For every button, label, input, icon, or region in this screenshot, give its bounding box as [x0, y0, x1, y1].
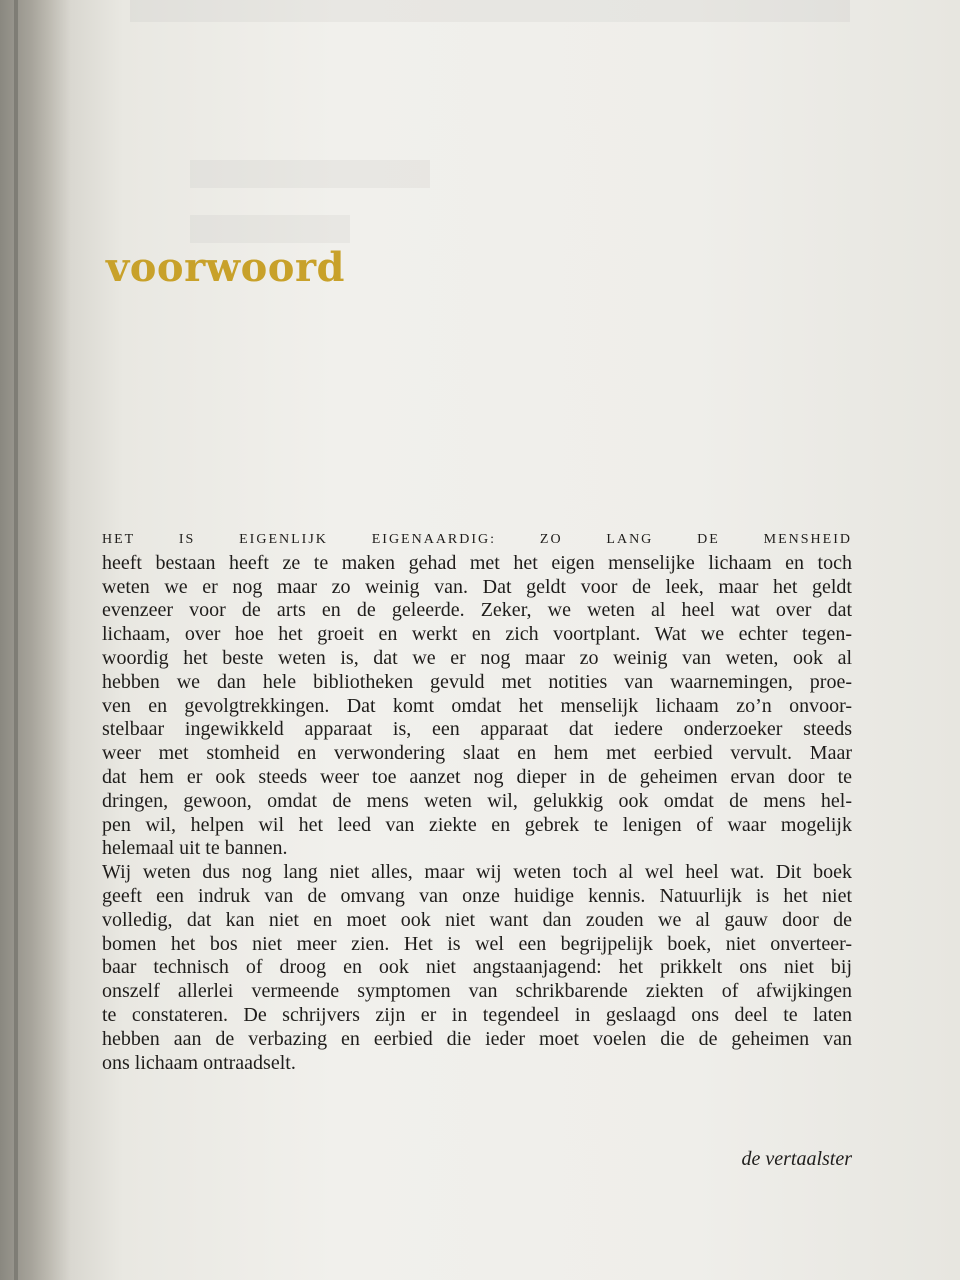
translator-signature: de vertaalster [741, 1148, 852, 1170]
book-spine-shadow [0, 0, 70, 1280]
chapter-title: voorwoord [106, 244, 346, 291]
text-line: te constateren. De schrijvers zijn er in tegendeel in geslaagd ons deel te laten [102, 1003, 852, 1026]
text-line: geeft een indruk van de omvang van onze huidige kennis. Natuurlijk is het niet [102, 884, 852, 907]
text-line: ven en gevolgtrekkingen. Dat komt omdat het menselijk lichaam zo’n onvoor- [102, 694, 852, 717]
text-line: baar technisch of droog en ook niet angstaanjagend: het prikkelt ons niet bij [102, 956, 852, 979]
text-line: evenzeer voor de arts en de geleerde. Zeker, we weten al heel wat over dat [102, 599, 852, 622]
paragraph-1 [102, 528, 852, 861]
text-line: heeft bestaan heeft ze te maken gehad met het eigen menselijke lichaam en toch [102, 551, 852, 574]
text-line: ons lichaam ontraadselt. [102, 1051, 296, 1074]
show-through-text [130, 0, 910, 270]
text-line: woordig het beste weten is, dat we er nog maar zo weinig van weten, ook al [102, 646, 852, 669]
spine-edge-line [14, 0, 18, 1280]
text-line-opening-smallcaps: HET IS EIGENLIJK EIGENAARDIG: ZO LANG DE MENSHEID [102, 532, 852, 547]
text-line: weten we er nog maar zo weinig van. Dat geldt voor de leek, maar het geldt [102, 575, 852, 598]
text-line: dringen, gewoon, omdat de mens weten wil, gelukkig ook omdat de mens hel- [102, 789, 852, 812]
paragraph-2 [102, 861, 852, 1075]
text-line: volledig, dat kan niet en moet ook niet want dan zouden we al gauw door de [102, 908, 852, 931]
text-line: dat hem er ook steeds weer toe aanzet nog dieper in de geheimen ervan door te [102, 765, 852, 788]
text-line: bomen het bos niet meer zien. Het is wel een begrijpelijk boek, niet onverteer- [102, 932, 852, 955]
text-line: onszelf allerlei vermeende symptomen van schrikbarende ziekten of afwijkingen [102, 980, 852, 1003]
text-line: stelbaar ingewikkeld apparaat is, een apparaat dat iedere onderzoeker steeds [102, 718, 852, 741]
text-line: hebben aan de verbazing en eerbied die ieder moet voelen die de geheimen van [102, 1027, 852, 1050]
foreword-body [102, 528, 852, 1075]
text-line: pen wil, helpen wil het leed van ziekte en gebrek te lenigen of waar mogelijk [102, 813, 852, 836]
text-line: hebben we dan hele bibliotheken gevuld met notities van waarnemingen, proe- [102, 670, 852, 693]
text-line: weer met stomheid en verwondering slaat en hem met eerbied vervult. Maar [102, 742, 852, 765]
text-line: helemaal uit te bannen. [102, 837, 288, 860]
text-line: Wij weten dus nog lang niet alles, maar wij weten toch al wel heel wat. Dit boek [102, 861, 852, 884]
text-line: lichaam, over hoe het groeit en werkt en zich voortplant. Wat we echter tegen- [102, 623, 852, 646]
